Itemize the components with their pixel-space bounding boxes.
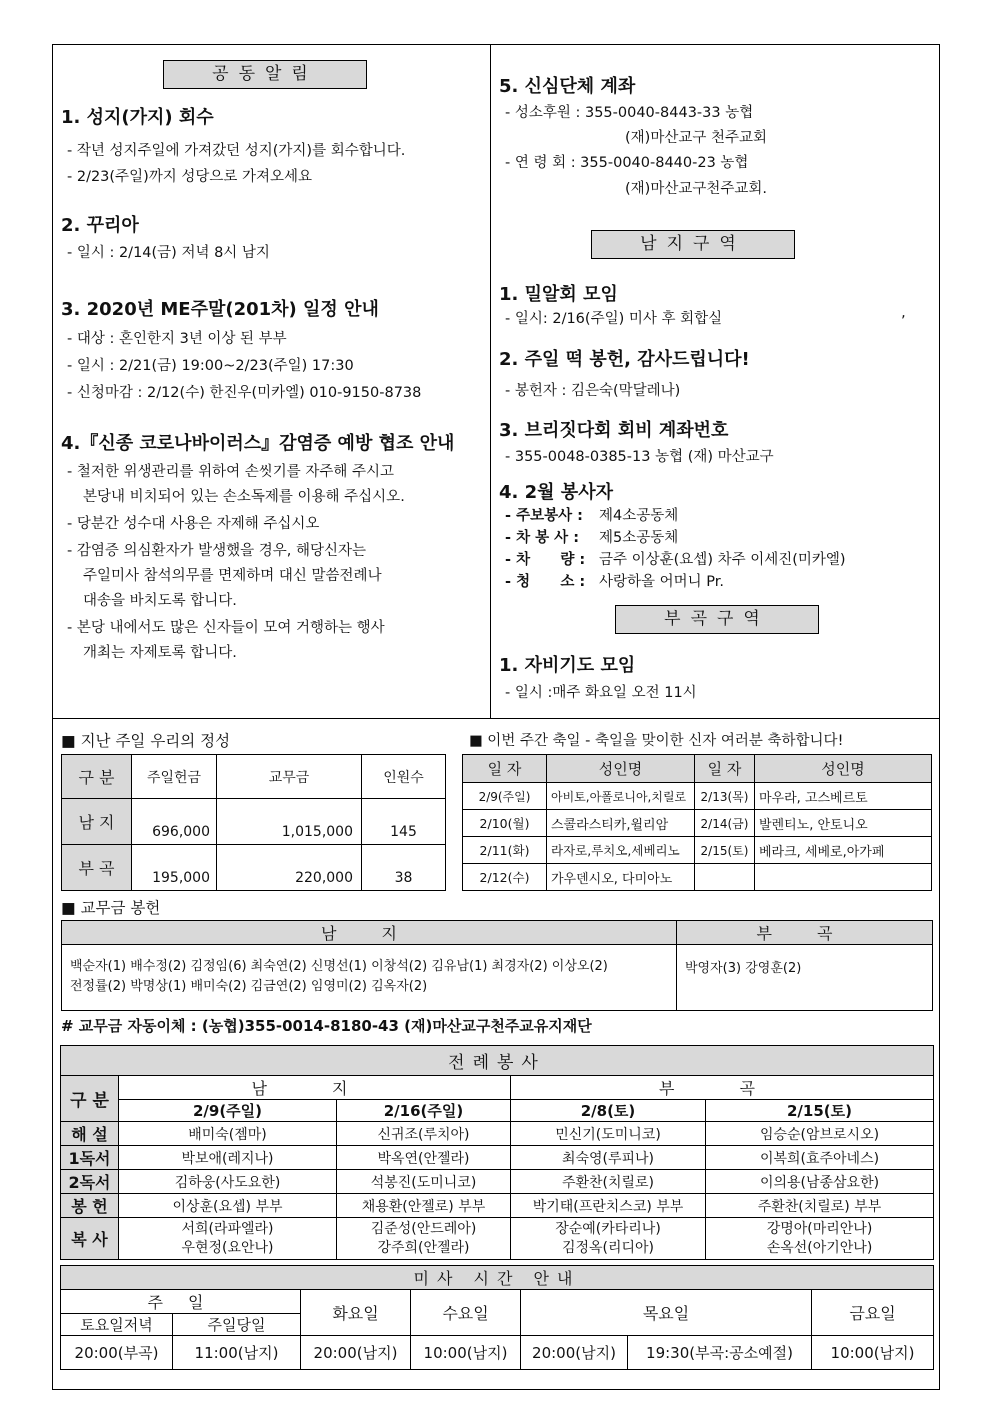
bugok-header: 부곡구역 xyxy=(615,605,819,634)
text-line: - 신청마감 : 2/12(수) 한진우(미카엘) 010-9150-8738 xyxy=(67,385,422,401)
text-line: - 봉헌자 : 김은숙(막달레나) xyxy=(505,383,681,399)
text-line: 본당내 비치되어 있는 손소독제를 이용해 주십시오. xyxy=(83,489,405,505)
table-cell: 임승순(암브로시오) xyxy=(706,1122,934,1146)
table-cell: 남 지 xyxy=(62,799,132,845)
table-cell: 채용환(안젤로) 부부 xyxy=(337,1194,511,1218)
table-header: 남 지 xyxy=(119,1076,511,1100)
mass-title: 미사 시간 안내 xyxy=(61,1266,934,1290)
namji-dues-cell xyxy=(62,945,677,1011)
text-line: - 본당 내에서도 많은 신자들이 모여 거행하는 행사 xyxy=(67,620,385,636)
table-header: 2/15(토) xyxy=(706,1100,934,1122)
table-cell: 11:00(남지) xyxy=(173,1336,301,1370)
section-title: 4.『신종 코로나바이러스』감염증 예방 협조 안내 xyxy=(61,433,455,454)
text-line: - 주보봉사 : xyxy=(505,508,583,524)
table-cell: 신귀조(루치아) xyxy=(337,1122,511,1146)
table-cell: 20:00(남지) xyxy=(521,1336,628,1370)
text-line: - 청 소 : xyxy=(505,574,586,590)
text-line: - 2/23(주일)까지 성당으로 가져오세요 xyxy=(67,169,313,185)
table-cell: 베라크, 세베로,아가페 xyxy=(755,837,932,864)
table-cell: 이상훈(요셉) 부부 xyxy=(119,1194,337,1218)
table-header: 부 곡 xyxy=(511,1076,934,1100)
row-label: 봉 헌 xyxy=(61,1194,119,1218)
text-line: 개최는 자제토록 합니다. xyxy=(83,645,237,661)
text-line: - 일시 : 2/14(금) 저녁 8시 남지 xyxy=(67,245,270,261)
text-line: - 연 령 회 : 355-0040-8440-23 농협 xyxy=(505,155,749,171)
text-line: - 당분간 성수대 사용은 자제해 주십시오 xyxy=(67,516,320,532)
section-title: 3. 브리짓다회 회비 계좌번호 xyxy=(499,420,729,441)
table-cell: 2/9(주일) xyxy=(463,783,547,810)
section-title: 2. 주일 떡 봉헌, 감사드립니다! xyxy=(499,349,750,370)
table-cell: 박기태(프란치스코) 부부 xyxy=(511,1194,706,1218)
table-cell: 이의용(남종삼요한) xyxy=(706,1170,934,1194)
table-cell: 강명아(마리안나) 손옥선(아기안나) xyxy=(706,1218,934,1260)
table-cell: 박보애(레지나) xyxy=(119,1146,337,1170)
dues-title: ■ 교무금 봉헌 xyxy=(61,899,161,917)
table-header: 교무금 xyxy=(217,755,362,799)
table-header: 남 지 xyxy=(62,921,677,945)
right-column xyxy=(491,45,939,719)
section-title: 3. 2020년 ME주말(201차) 일정 안내 xyxy=(61,299,379,320)
table-cell: 195,000 xyxy=(132,845,217,891)
table-header: 2/8(토) xyxy=(511,1100,706,1122)
table-header: 일 자 xyxy=(463,755,547,783)
table-cell: 주환찬(치릴로) 부부 xyxy=(706,1194,934,1218)
table-cell: 2/14(금) xyxy=(695,810,755,837)
text-line: - 감염증 의심환자가 발생했을 경우, 해당신자는 xyxy=(67,543,367,559)
table-cell: 2/10(월) xyxy=(463,810,547,837)
table-header: 수요일 xyxy=(411,1290,521,1336)
row-label: 복 사 xyxy=(61,1218,119,1260)
section-title: 2. 꾸리아 xyxy=(61,215,139,236)
table-cell: 10:00(남지) xyxy=(411,1336,521,1370)
table-cell xyxy=(755,864,932,891)
table-header: 금요일 xyxy=(812,1290,934,1336)
table-header: 성인명 xyxy=(547,755,695,783)
transfer-info: # 교무금 자동이체 : (농협)355-0014-8180-43 (재)마산교구천주교유지재단 xyxy=(61,1017,592,1035)
text-line: - 일시: 2/16(주일) 미사 후 회합실 xyxy=(505,311,723,327)
table-cell: 20:00(부곡) xyxy=(61,1336,173,1370)
text-line: 사랑하올 어머니 Pr. xyxy=(599,574,724,590)
liturgy-title: 전례봉사 xyxy=(61,1046,934,1076)
table-header: 구 분 xyxy=(61,1076,119,1122)
table-header: 인원수 xyxy=(362,755,446,799)
section-title: 5. 신심단체 계좌 xyxy=(499,76,636,97)
offering-title: ■ 지난 주일 우리의 정성 xyxy=(61,732,231,750)
table-cell: 가우덴시오, 다미아노 xyxy=(547,864,695,891)
table-header: 목요일 xyxy=(521,1290,812,1336)
table-cell: 1,015,000 xyxy=(217,799,362,845)
table-cell: 라자로,루치오,세베리노 xyxy=(547,837,695,864)
table-cell: 스콜라스티카,윌리암 xyxy=(547,810,695,837)
table-header: 주일헌금 xyxy=(132,755,217,799)
table-header: 2/9(주일) xyxy=(119,1100,337,1122)
table-cell: 최숙영(루피나) xyxy=(511,1146,706,1170)
table-cell: 발렌티노, 안토니오 xyxy=(755,810,932,837)
section-title: 1. 성지(가지) 회수 xyxy=(61,107,214,128)
table-header: 토요일저녁 xyxy=(61,1314,173,1336)
text-line: - 성소후원 : 355-0040-8443-33 농협 xyxy=(505,105,754,121)
mass-table xyxy=(60,1265,934,1370)
table-cell: 부 곡 xyxy=(62,845,132,891)
table-cell: 696,000 xyxy=(132,799,217,845)
table-cell: 20:00(남지) xyxy=(301,1336,411,1370)
dues-names: 백순자(1) 배수정(2) 김정임(6) 최숙연(2) 신명선(1) 이창석(2) 김유남(1) 최경자(2) 이상오(2) xyxy=(70,959,608,974)
table-cell: 석봉진(도미니코) xyxy=(337,1170,511,1194)
bugok-dues-cell: 박영자(3) 강영훈(2) xyxy=(677,945,933,1011)
dues-names: 전정률(2) 박명상(1) 배미숙(2) 김금연(2) 임영미(2) 김옥자(2) xyxy=(70,979,428,994)
row-label: 1독서 xyxy=(61,1146,119,1170)
liturgy-table xyxy=(60,1045,934,1260)
table-header: 주 일 xyxy=(61,1290,301,1314)
text-line: ‚ xyxy=(901,305,906,321)
section-title: 1. 밀알회 모임 xyxy=(499,284,618,305)
text-line: (재)마산교구천주교회. xyxy=(625,181,767,197)
dues-table xyxy=(61,920,933,1011)
row-label: 2독서 xyxy=(61,1170,119,1194)
text-line: (재)마산교구 천주교회 xyxy=(625,130,767,146)
table-cell: 10:00(남지) xyxy=(812,1336,934,1370)
common-notice-header: 공동알림 xyxy=(163,60,367,89)
feast-title: ■ 이번 주간 축일 - 축일을 맞이한 신자 여러분 축하합니다! xyxy=(469,733,844,749)
table-cell: 19:30(부곡:공소예절) xyxy=(628,1336,812,1370)
table-header: 주일당일 xyxy=(173,1314,301,1336)
text-line: - 일시 : 2/21(금) 19:00~2/23(주일) 17:30 xyxy=(67,358,354,374)
table-cell: 38 xyxy=(362,845,446,891)
table-cell: 아비토,아폴로니아,치릴로 xyxy=(547,783,695,810)
namji-header: 남지구역 xyxy=(591,230,795,259)
table-cell: 민신기(도미니코) xyxy=(511,1122,706,1146)
text-line: 제4소공동체 xyxy=(599,508,679,524)
text-line: 주일미사 참석의무를 면제하며 대신 말씀전례나 xyxy=(83,568,382,584)
table-header: 성인명 xyxy=(755,755,932,783)
table-cell: 220,000 xyxy=(217,845,362,891)
table-cell: 배미숙(젬마) xyxy=(119,1122,337,1146)
table-cell: 2/11(화) xyxy=(463,837,547,864)
table-cell: 2/13(목) xyxy=(695,783,755,810)
section-title: 1. 자비기도 모임 xyxy=(499,655,636,676)
table-cell: 서희(라파엘라) 우현정(요안나) xyxy=(119,1218,337,1260)
text-line: - 대상 : 혼인한지 3년 이상 된 부부 xyxy=(67,331,287,347)
table-cell xyxy=(695,864,755,891)
table-header: 2/16(주일) xyxy=(337,1100,511,1122)
text-line: - 차 봉 사 : xyxy=(505,530,580,546)
text-line: - 작년 성지주일에 가져갔던 성지(가지)를 회수합니다. xyxy=(67,143,406,159)
text-line: - 철저한 위생관리를 위하여 손씻기를 자주해 주시고 xyxy=(67,464,395,480)
table-header: 구 분 xyxy=(62,755,132,799)
row-label: 해 설 xyxy=(61,1122,119,1146)
table-cell: 2/15(토) xyxy=(695,837,755,864)
table-cell: 2/12(수) xyxy=(463,864,547,891)
text-line: 금주 이상훈(요셉) 차주 이세진(미카엘) xyxy=(599,552,846,568)
section-title: 4. 2월 봉사자 xyxy=(499,482,613,503)
table-header: 부 곡 xyxy=(677,921,933,945)
offering-table xyxy=(61,754,446,891)
table-cell: 김하웅(사도요한) xyxy=(119,1170,337,1194)
table-cell: 145 xyxy=(362,799,446,845)
text-line: 대송을 바치도록 합니다. xyxy=(83,593,237,609)
table-cell: 이복희(효주아네스) xyxy=(706,1146,934,1170)
table-cell: 장순예(카타리나) 김정옥(리디아) xyxy=(511,1218,706,1260)
table-cell: 마우라, 고스베르토 xyxy=(755,783,932,810)
table-cell: 김준성(안드레아) 강주희(안젤라) xyxy=(337,1218,511,1260)
bulletin-page xyxy=(52,44,940,1390)
left-column xyxy=(53,45,491,719)
text-line: - 355-0048-0385-13 농협 (재) 마산교구 xyxy=(505,449,774,465)
feast-table xyxy=(462,754,932,891)
text-line: 제5소공동체 xyxy=(599,530,679,546)
text-line: - 일시 :매주 화요일 오전 11시 xyxy=(505,685,697,701)
table-cell: 박옥연(안젤라) xyxy=(337,1146,511,1170)
text-line: - 차 량 : xyxy=(505,552,586,568)
table-cell: 주환찬(치릴로) xyxy=(511,1170,706,1194)
table-header: 화요일 xyxy=(301,1290,411,1336)
table-header: 일 자 xyxy=(695,755,755,783)
